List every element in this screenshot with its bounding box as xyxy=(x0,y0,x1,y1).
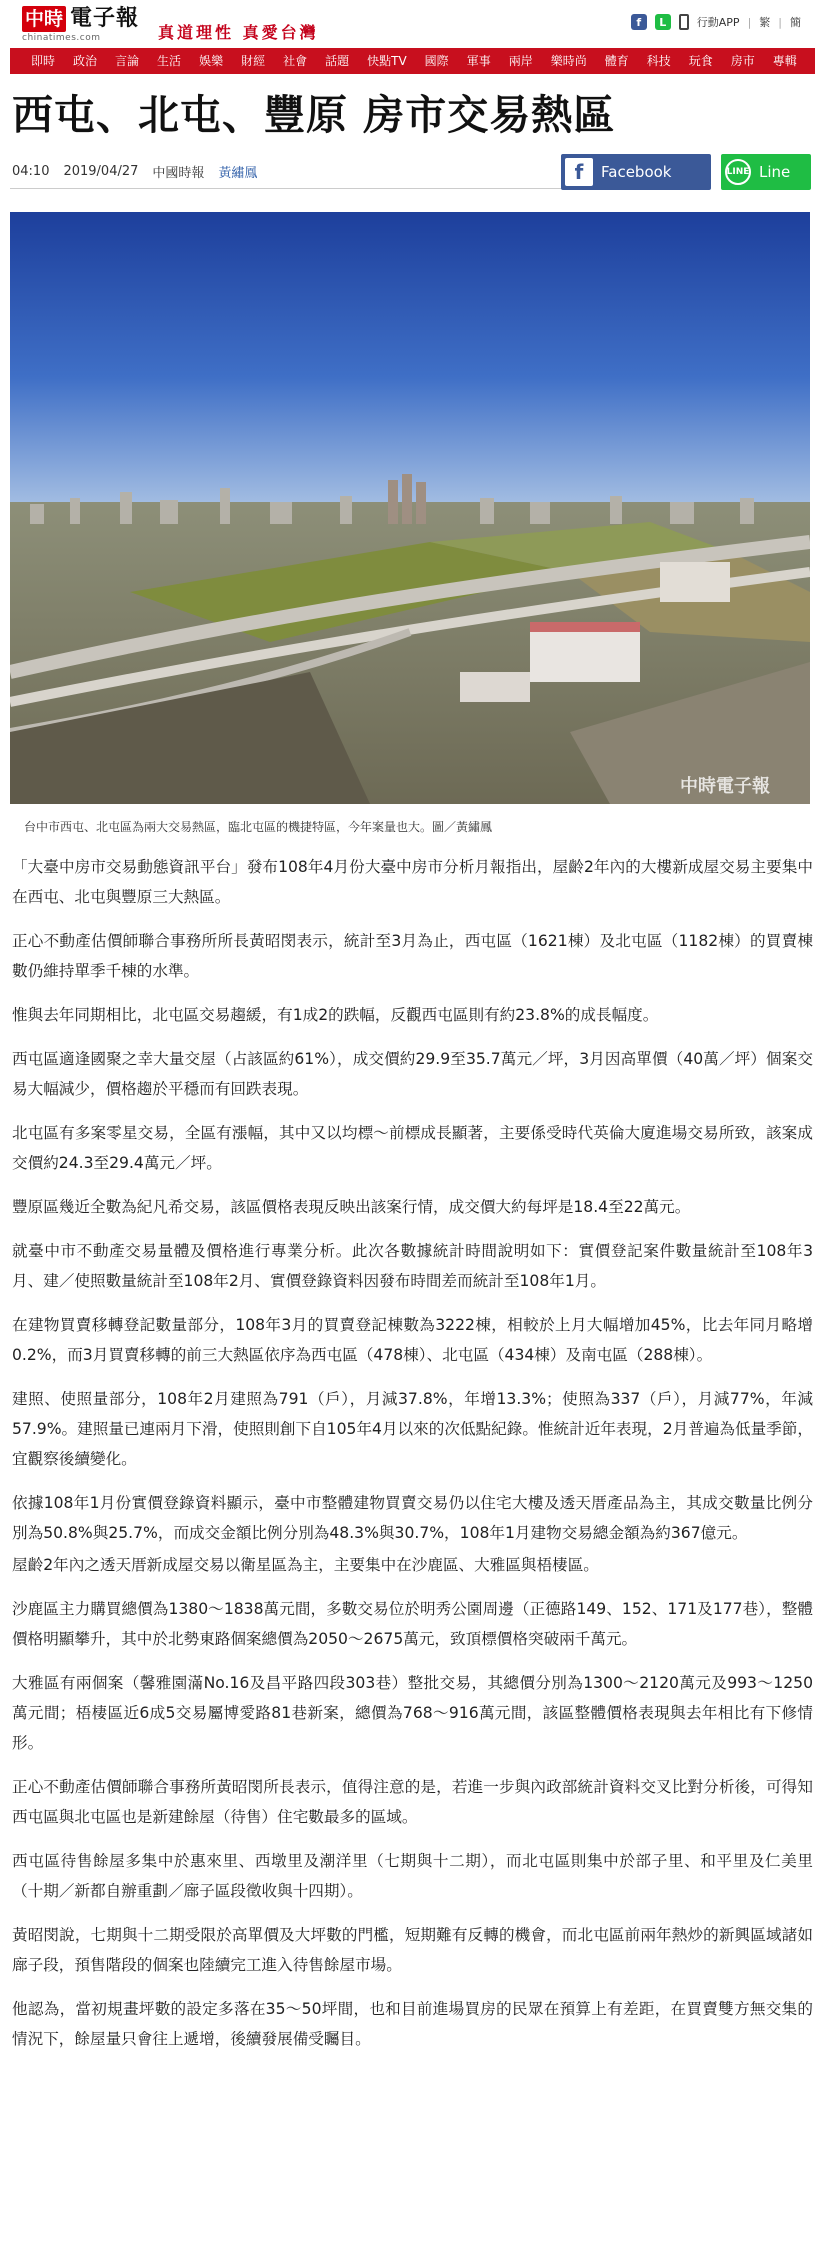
photo-caption: 台中市西屯、北屯區為兩大交易熱區，臨北屯區的機捷特區，今年案量也大。圖／黃繡鳳 xyxy=(24,820,493,834)
nav-item[interactable]: 樂時尚 xyxy=(550,54,587,68)
article-paragraph: 正心不動產估價師聯合事務所黃昭閔所長表示，值得注意的是，若進一步與內政部統計資料交叉比對分析後，可得知西屯區與北屯區也是新建餘屋（待售）住宅數最多的區域。 xyxy=(12,1778,813,1826)
nav-item[interactable]: 體育 xyxy=(604,54,629,68)
article-paragraph: 就臺中市不動產交易量體及價格進行專業分析。此次各數據統計時間說明如下：實價登記案件數量統計至108年3月、建／使照數量統計至108年2月、實價登錄資料因發布時間差而統計至108年1月。 xyxy=(12,1242,813,1290)
nav-item[interactable]: 話題 xyxy=(325,54,350,68)
article-body xyxy=(10,844,815,2054)
article-paragraph: 「大臺中房市交易動態資訊平台」發布108年4月份大臺中房市分析月報指出，屋齡2年內的大樓新成屋交易主要集中在西屯、北屯與豐原三大熱區。 xyxy=(12,858,813,906)
publish-time: 04:10 xyxy=(12,164,50,179)
phone-icon xyxy=(679,14,689,30)
aerial-city-photo xyxy=(10,212,810,804)
facebook-share-button[interactable] xyxy=(561,154,711,190)
logo-domain: chinatimes.com xyxy=(22,33,101,43)
article-paragraph: 在建物買賣移轉登記數量部分，108年3月的買賣登記棟數為3222棟，相較於上月大幅增加45%，比去年同月略增0.2%，而3月買賣移轉的前三大熱區依序為西屯區（478棟）、北屯區（434棟）及南屯區（288棟）。 xyxy=(12,1316,813,1364)
site-header xyxy=(10,0,815,48)
nav-item[interactable]: 即時 xyxy=(31,54,56,68)
nav-item[interactable]: 快點TV xyxy=(367,54,407,68)
article-paragraph: 正心不動產估價師聯合事務所所長黃昭閔表示，統計至3月為止，西屯區（1621棟）及北屯區（1182棟）的買賣棟數仍維持單季千棟的水準。 xyxy=(12,932,813,980)
share-buttons xyxy=(561,154,811,190)
article-paragraph: 他認為，當初規畫坪數的設定多落在35～50坪間，也和目前進場買房的民眾在預算上有差距，在買賣雙方無交集的情況下，餘屋量只會往上遞增，後續發展備受矚目。 xyxy=(12,2000,813,2048)
nav-item[interactable]: 專輯 xyxy=(772,54,797,68)
nav-item[interactable]: 房市 xyxy=(730,54,755,68)
header-tools xyxy=(631,14,801,30)
line-icon[interactable]: L xyxy=(655,14,671,30)
nav-item[interactable]: 生活 xyxy=(157,54,182,68)
article-paragraph: 黃昭閔說，七期與十二期受限於高單價及大坪數的門檻，短期難有反轉的機會，而北屯區前兩年熱炒的新興區域諸如廍子段，預售階段的個案也陸續完工進入待售餘屋市場。 xyxy=(12,1926,813,1974)
line-icon: LINE xyxy=(725,159,751,185)
facebook-icon: f xyxy=(565,158,593,186)
article-paragraph: 沙鹿區主力購買總價為1380～1838萬元間，多數交易位於明秀公園周邊（正德路149、152、171及177巷），整體價格明顯攀升，其中於北勢東路個案總價為2050～2675萬元，致頂標價格突破兩千萬元。 xyxy=(12,1600,813,1648)
nav-item[interactable]: 科技 xyxy=(646,54,671,68)
site-logo[interactable] xyxy=(22,6,148,42)
facebook-icon[interactable]: f xyxy=(631,14,647,30)
line-share-button[interactable] xyxy=(721,154,811,190)
photo-watermark: 中時電子報 xyxy=(680,776,770,796)
divider: | xyxy=(747,15,752,29)
nav-item[interactable]: 國際 xyxy=(424,54,449,68)
divider: | xyxy=(778,15,782,29)
logo-mark: 中時 xyxy=(22,6,66,32)
article-paragraph: 西屯區適逢國聚之幸大量交屋（占該區約61%），成交價約29.9至35.7萬元／坪，3月因高單價（40萬／坪）個案交易大幅減少，價格趨於平穩而有回跌表現。 xyxy=(12,1050,813,1098)
mobile-app-link[interactable]: 行動APP xyxy=(696,16,740,29)
article-meta xyxy=(10,148,815,192)
article-source: 中國時報 xyxy=(152,166,205,181)
article-paragraph: 惟與去年同期相比，北屯區交易趨緩，有1成2的跌幅，反觀西屯區則有約23.8%的成長幅度。 xyxy=(12,1006,659,1024)
line-share-label: Line xyxy=(759,163,791,181)
nav-item[interactable]: 社會 xyxy=(283,54,308,68)
article-paragraph: 建照、使照量部分，108年2月建照為791（戶），月減37.8%，年增13.3%；使照為337（戶），月減77%，年減57.9%。建照量已連兩月下滑，使照則創下自105年4月以來的次低點紀錄。惟統計近年表現，2月普遍為低量季節，宜觀察後續變化。 xyxy=(12,1390,813,1468)
article-paragraph: 屋齡2年內之透天厝新成屋交易以衛星區為主，主要集中在沙鹿區、大雅區與梧棲區。 xyxy=(12,1556,599,1574)
article-author[interactable]: 黃繡鳳 xyxy=(218,166,258,181)
nav-item[interactable]: 財經 xyxy=(241,54,266,68)
article-paragraph: 北屯區有多案零星交易，全區有漲幅，其中又以均標～前標成長顯著，主要係受時代英倫大廈進場交易所致，該案成交價約24.3至29.4萬元／坪。 xyxy=(12,1124,813,1172)
meta-divider xyxy=(10,188,610,189)
publish-date: 2019/04/27 xyxy=(63,164,139,179)
nav-item[interactable]: 言論 xyxy=(115,54,140,68)
simplified-chinese-link[interactable]: 簡 xyxy=(790,16,801,29)
traditional-chinese-link[interactable]: 繁 xyxy=(759,16,771,29)
article-photo xyxy=(10,212,810,804)
article-paragraph: 豐原區幾近全數為紀凡希交易，該區價格表現反映出該案行情，成交價大約每坪是18.4至22萬元。 xyxy=(12,1198,691,1216)
nav-item[interactable]: 娛樂 xyxy=(199,54,224,68)
nav-item[interactable]: 玩食 xyxy=(688,54,713,68)
nav-item[interactable]: 兩岸 xyxy=(508,54,533,68)
article-paragraph: 大雅區有兩個案（馨雅園滿No.16及昌平路四段303巷）整批交易，其總價分別為1300～2120萬元及993～1250萬元間；梧棲區近6成5交易屬博愛路81巷新案，總價為768～916萬元間，該區整體價格表現與去年相比有下修情形。 xyxy=(12,1674,813,1752)
nav-item[interactable]: 政治 xyxy=(73,54,98,68)
logo-text: 電子報 xyxy=(70,6,140,31)
nav-item[interactable]: 軍事 xyxy=(466,54,491,68)
main-nav xyxy=(10,48,815,74)
article-paragraph: 西屯區待售餘屋多集中於惠來里、西墩里及潮洋里（七期與十二期），而北屯區則集中於部子里、和平里及仁美里（十期／新都自辦重劃／廍子區段徵收與十四期）。 xyxy=(12,1852,813,1900)
site-slogan: 真道理性 真愛台灣 xyxy=(158,23,319,42)
article-paragraph: 依據108年1月份實價登錄資料顯示，臺中市整體建物買賣交易仍以住宅大樓及透天厝產品為主，其成交數量比例分別為50.8%與25.7%，而成交金額比例分別為48.3%與30.7%，108年1月建物交易總金額為約367億元。 xyxy=(12,1494,813,1542)
facebook-share-label: Facebook xyxy=(601,163,672,181)
article-title: 西屯、北屯、豐原 房市交易熱區 xyxy=(12,91,616,139)
